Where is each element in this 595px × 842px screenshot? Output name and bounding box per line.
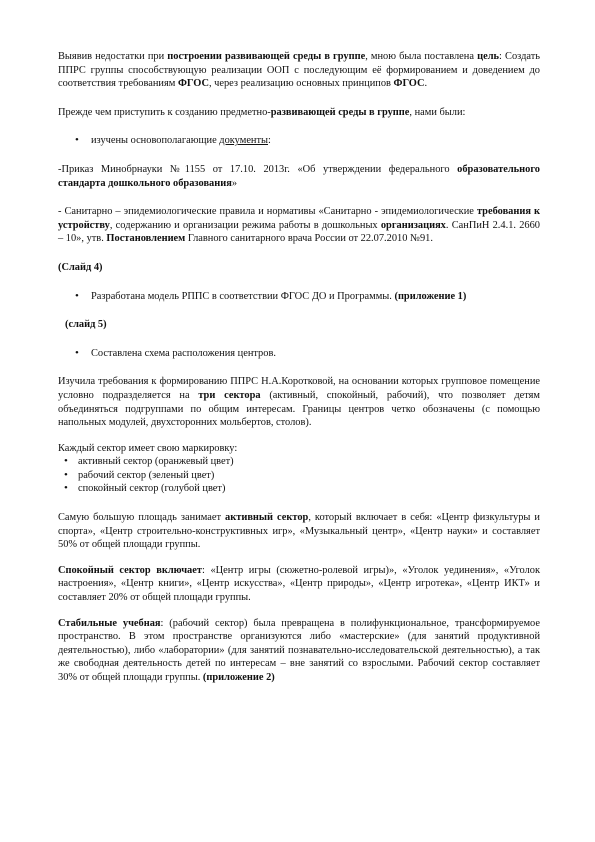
marker-item-calm <box>58 482 540 496</box>
slide-4-label <box>58 261 540 275</box>
paragraph-requirements <box>58 375 540 429</box>
paragraph-active-sector <box>58 511 540 552</box>
text: рабочий сектор (зеленый цвет) <box>78 469 215 481</box>
paragraph-order <box>58 163 540 190</box>
bold-text: развивающей среды в группе <box>270 106 410 118</box>
bold-text: (Слайд 4) <box>58 261 103 273</box>
bold-text: Стабильные учебная <box>58 617 161 629</box>
marker-item-work <box>58 469 540 483</box>
slide-5-label <box>58 318 540 332</box>
marker-item-active <box>58 455 540 469</box>
text: . <box>424 78 428 90</box>
text: Прежде чем приступить к созданию предметно- <box>58 106 271 118</box>
text: : <box>268 135 271 147</box>
bold-text: Спокойный сектор включает <box>58 564 202 576</box>
text: Главного санитарного врача России от 22.07.2010 №91. <box>185 233 433 245</box>
bold-text: (слайд 5) <box>65 319 107 331</box>
bold-text: организациях <box>380 219 446 231</box>
bold-text: ФГОС <box>177 78 209 90</box>
text: спокойный сектор (голубой цвет) <box>78 483 226 495</box>
text: : Создать ППРС группы способствующую реализации ООП с последующим её формированием и доведением до соответствия требованиям <box>58 51 540 90</box>
bold-text: Постановлением <box>106 233 186 245</box>
text: - Санитарно – эпидемиологические правила и нормативы «Санитарно - эпидемиологические <box>58 206 477 218</box>
paragraph-calm-sector <box>58 564 540 605</box>
text: , который включает в себя: «Центр физкультуры и спорта», «Центр строительно-конструктивных игр», «Музыкальный центр», «Центр науки» и составляет 50% от общей площади группы. <box>58 512 540 551</box>
text: -Приказ Минобрнауки №1155 от 17.10. 2013г. «Об утверждении федерального <box>58 163 458 175</box>
text: : (рабочий сектор) была превращена в полифункциональное, трансформируемое пространство. В этом пространстве организуются либо «мастерские» (для занятий продуктивной деятельностью), либо «лаборатории» (для занятий познавательно-исследовательской деятельностью), а так же свободная деятельность детей по интересам – вне занятий со взрослыми. Рабочий сектор составляет 30% от общей площади группы. <box>58 617 540 683</box>
bullet-documents <box>58 134 540 148</box>
paragraph-goal <box>58 50 540 91</box>
bullet-scheme <box>58 347 540 361</box>
paragraph-sanpin <box>58 205 540 246</box>
text: Разработана модель РППС в соответствии ФГОС ДО и Программы. <box>91 290 395 302</box>
bold-text: активный сектор <box>225 512 309 524</box>
text: , мною была поставлена <box>365 51 478 62</box>
document-page <box>58 50 540 685</box>
text: активный сектор (оранжевый цвет) <box>78 456 234 468</box>
text: Изучила требования к формированию ППРС Н.А.Коротковой, на основании которых групповое помещение условно подразделяется на <box>58 376 540 401</box>
bold-text: построении развивающей среды в группе <box>167 51 366 62</box>
text: Составлена схема расположения центров. <box>91 347 276 359</box>
text: (активный, спокойный, рабочий), что позволяет детям объединяться подгруппами по общим интересам. Границы центров четко обозначены (с помощью напольных модулей, двухсторонних мольбертов, столов). <box>58 389 540 429</box>
text: Выявив недостатки при <box>58 51 168 62</box>
paragraph-work-sector <box>58 617 540 685</box>
text: Каждый сектор имеет свою маркировку: <box>58 442 238 454</box>
text: : «Центр игры (сюжетно-ролевой игры)», «Уголок уединения», «Уголок настроения», «Центр книги», «Центр искусства», «Центр природы», «Центр игротека», «Центр ИКТ» и составляет 20% от общей площади группы. <box>58 564 540 604</box>
paragraph-markers-intro <box>58 442 540 456</box>
bold-text: (приложение 1) <box>394 290 467 302</box>
text: изучены основополагающие <box>91 135 220 147</box>
underlined-text: документы <box>219 135 269 147</box>
text: , через реализацию основных принципов <box>208 78 394 90</box>
bold-text: (приложение 2) <box>202 672 275 683</box>
text: » <box>231 177 238 189</box>
bullet-model <box>58 290 540 304</box>
bold-text: цель <box>477 51 500 62</box>
text: Самую большую площадь занимает <box>58 512 226 524</box>
bold-text: образовательного стандарта дошкольного образования <box>58 163 540 189</box>
text: , содержанию и организации режима работы в дошкольных <box>109 219 381 231</box>
bold-text: требования к устройству <box>58 206 540 231</box>
text: . СанПиН 2.4.1. 2660 – 10», утв. <box>58 219 540 245</box>
text: , нами были: <box>409 106 466 118</box>
bold-text: три сектора <box>198 389 261 401</box>
paragraph-intro <box>58 106 540 120</box>
bold-text: ФГОС <box>393 78 425 90</box>
